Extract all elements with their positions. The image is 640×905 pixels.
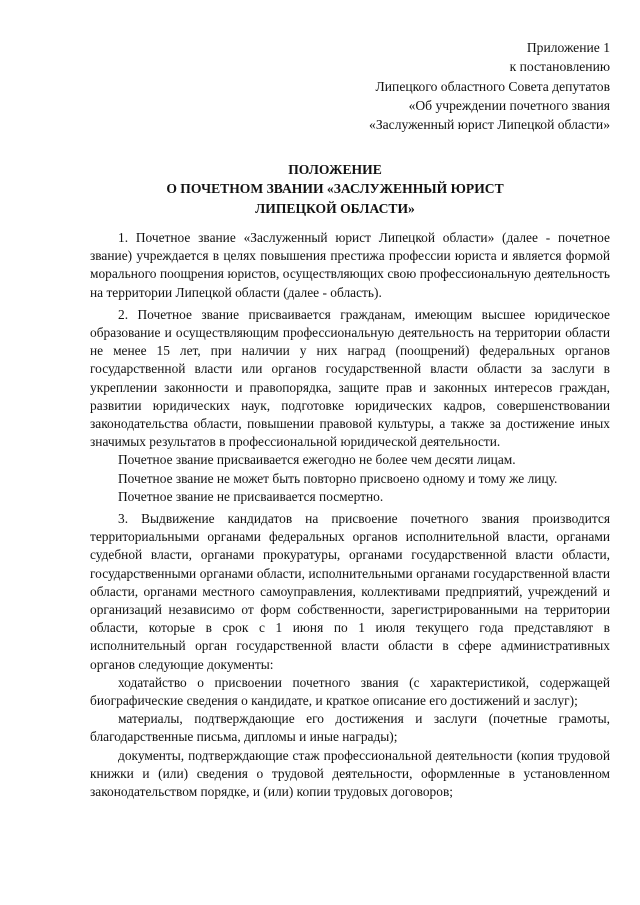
- title-line: ЛИПЕЦКОЙ ОБЛАСТИ»: [255, 200, 415, 216]
- paragraph-3: 3. Выдвижение кандидатов на присвоение почетного звания производится территориальными органами федеральных органов исполнительной власти, органами судебной власти, органами прокуратуры, органами государственной власти области, государственными органами области, исполнительными органами государственной власти области, органами местного самоуправления, коллективами предприятий, учреждений и организаций независимо от форм собственности, зарегистрированными на территории области, которые в срок с 1 июня по 1 июля текущего года представляют в исполнительный орган государственной власти области в сфере административных органов следующие документы:: [90, 511, 610, 672]
- paragraph-2-posthumous: Почетное звание не присваивается посмертно.: [118, 488, 384, 504]
- header-line: «Заслуженный юрист Липецкой области»: [369, 117, 610, 133]
- paragraph-3-petition: ходатайство о присвоении почетного звания (с характеристикой, содержащей биографические сведения о кандидате, и краткое описание его достижений и заслуг);: [90, 674, 610, 709]
- header-line: к постановлению: [509, 59, 610, 75]
- paragraph-2: 2. Почетное звание присваивается гражданам, имеющим высшее юридическое образование и осуществляющим профессиональную деятельность на территории области не менее 15 лет, при наличии у них наград (поощрений) федеральных органов государственной власти или органов государственной власти области за заслуги в укреплении законности и правопорядка, защите прав и законных интересов граждан, развитии юридических наук, подготовке юридических кадров, совершенствовании законодательства области, повышении правовой культуры, а также за достижение иных значимых результатов в профессиональной юридической деятельности.: [90, 306, 610, 450]
- title-line: О ПОЧЕТНОМ ЗВАНИИ «ЗАСЛУЖЕННЫЙ ЮРИСТ: [166, 181, 504, 197]
- document-body: [90, 229, 610, 801]
- header-line: «Об учреждении почетного звания: [408, 97, 610, 113]
- paragraph-1: 1. Почетное звание «Заслуженный юрист Липецкой области» (далее - почетное звание) учреждается в целях повышения престижа профессии юриста и является формой морального поощрения юристов, осуществляющих свою профессиональную деятельность на территории Липецкой области (далее - область).: [90, 230, 610, 300]
- paragraph-3-documents: документы, подтверждающие стаж профессиональной деятельности (копия трудовой книжки и (или) сведения о трудовой деятельности, оформленные в установленном законодательством порядке, и (или) копии трудовых договоров;: [90, 747, 610, 800]
- header-line: Липецкого областного Совета депутатов: [375, 78, 610, 94]
- document-title: [60, 160, 610, 218]
- header-line: Приложение 1: [526, 40, 610, 55]
- appendix-header: [369, 38, 610, 134]
- paragraph-2-limit: Почетное звание присваивается ежегодно не более чем десяти лицам.: [118, 452, 516, 468]
- title-line: ПОЛОЖЕНИЕ: [288, 162, 382, 177]
- paragraph-3-materials: материалы, подтверждающие его достижения и заслуги (почетные грамоты, благодарственные письма, дипломы и иные награды);: [90, 711, 610, 745]
- paragraph-2-repeat: Почетное звание не может быть повторно присвоено одному и тому же лицу.: [118, 470, 558, 486]
